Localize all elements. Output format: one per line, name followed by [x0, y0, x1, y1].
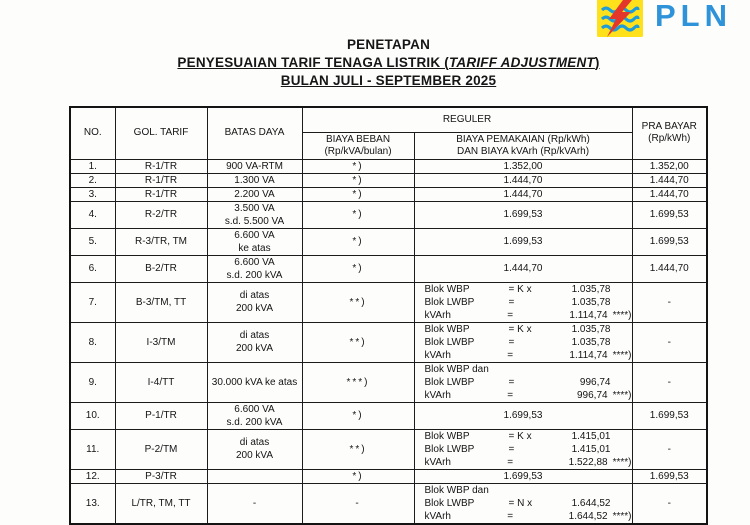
cell-gol-tarif: P-1/TR: [115, 402, 207, 429]
table-row: [70, 173, 707, 187]
cell-batas-daya: [207, 469, 302, 483]
title-line-3: BULAN JULI - SEPTEMBER 2025: [280, 73, 497, 88]
col-header-pra-bayar: PRA BAYAR (Rp/kWh): [632, 107, 707, 159]
cell-biaya-pemakaian: 1.699,53: [414, 402, 632, 429]
tariff-table-header: [70, 107, 707, 159]
cell-gol-tarif: B-2/TR: [115, 255, 207, 282]
cell-gol-tarif: R-2/TR: [115, 201, 207, 228]
cell-biaya-beban: *): [302, 402, 414, 429]
blok-tariff-line: Blok WBP dan: [424, 484, 489, 496]
cell-batas-daya: 3.500 VA s.d. 5.500 VA: [207, 201, 302, 228]
cell-no: 1.: [70, 159, 115, 173]
cell-no: 6.: [70, 255, 115, 282]
cell-pra-bayar: -: [632, 483, 707, 524]
cell-pra-bayar: 1.699,53: [632, 402, 707, 429]
table-row: [70, 282, 707, 322]
cell-gol-tarif: L/TR, TM, TT: [115, 483, 207, 524]
cell-pra-bayar: -: [632, 282, 707, 322]
table-row: [70, 255, 707, 282]
cell-gol-tarif: R-3/TR, TM: [115, 228, 207, 255]
cell-no: 7.: [70, 282, 115, 322]
col-header-biaya-pemakaian: BIAYA PEMAKAIAN (Rp/kWh) DAN BIAYA kVArh (Rp/kVArh): [414, 132, 632, 159]
cell-gol-tarif: I-3/TM: [115, 322, 207, 362]
cell-biaya-pemakaian: 1.699,53: [414, 228, 632, 255]
cell-pra-bayar: -: [632, 322, 707, 362]
cell-biaya-beban: *): [302, 173, 414, 187]
cell-biaya-pemakaian: [414, 362, 632, 402]
col-header-biaya-beban: BIAYA BEBAN (Rp/kVA/bulan): [302, 132, 414, 159]
cell-biaya-pemakaian: [414, 429, 632, 469]
table-row: [70, 159, 707, 173]
cell-no: 5.: [70, 228, 115, 255]
cell-biaya-beban: *): [302, 201, 414, 228]
cell-pra-bayar: 1.352,00: [632, 159, 707, 173]
cell-pra-bayar: -: [632, 429, 707, 469]
cell-pra-bayar: 1.699,53: [632, 228, 707, 255]
blok-tariff-line: Blok WBP = K x 1.035,78: [424, 323, 611, 335]
pln-lightning-waves-icon: [597, 0, 643, 37]
cell-batas-daya: di atas 200 kVA: [207, 282, 302, 322]
col-header-gol-tarif: GOL. TARIF: [115, 107, 207, 159]
cell-gol-tarif: R-1/TR: [115, 173, 207, 187]
blok-tariff-line: Blok LWBP = 1.415,01: [424, 443, 611, 455]
cell-batas-daya: di atas 200 kVA: [207, 429, 302, 469]
cell-no: 2.: [70, 173, 115, 187]
cell-batas-daya: di atas 200 kVA: [207, 322, 302, 362]
cell-gol-tarif: P-3/TR: [115, 469, 207, 483]
cell-biaya-beban: **): [302, 282, 414, 322]
table-row: [70, 402, 707, 429]
cell-batas-daya: 2.200 VA: [207, 187, 302, 201]
blok-tariff-line: Blok LWBP = 996,74: [424, 376, 611, 388]
table-row: [70, 483, 707, 524]
pln-logo-text: PLN: [655, 0, 732, 33]
cell-gol-tarif: P-2/TM: [115, 429, 207, 469]
blok-tariff-line: Blok LWBP = 1.035,78: [424, 336, 611, 348]
cell-biaya-beban: **): [302, 429, 414, 469]
cell-gol-tarif: B-3/TM, TT: [115, 282, 207, 322]
table-row: [70, 469, 707, 483]
cell-biaya-beban: *): [302, 159, 414, 173]
cell-no: 3.: [70, 187, 115, 201]
cell-no: 12.: [70, 469, 115, 483]
cell-batas-daya: 30.000 kVA ke atas: [207, 362, 302, 402]
table-row: [70, 228, 707, 255]
blok-tariff-line: kVArh = 1.114,74 ****): [424, 309, 632, 321]
col-header-batas-daya: BATAS DAYA: [207, 107, 302, 159]
blok-tariff-line: Blok LWBP = 1.035,78: [424, 296, 611, 308]
blok-tariff-line: Blok WBP dan: [424, 363, 489, 375]
table-row: [70, 362, 707, 402]
table-row: [70, 201, 707, 228]
cell-batas-daya: 6.600 VA s.d. 200 kVA: [207, 255, 302, 282]
cell-pra-bayar: 1.444,70: [632, 255, 707, 282]
cell-biaya-beban: *): [302, 187, 414, 201]
blok-tariff-line: kVArh = 1.114,74 ****): [424, 349, 632, 361]
cell-biaya-pemakaian: 1.352,00: [414, 159, 632, 173]
cell-no: 8.: [70, 322, 115, 362]
table-row: [70, 429, 707, 469]
blok-tariff-line: Blok WBP = K x 1.415,01: [424, 430, 611, 442]
cell-biaya-beban: ***): [302, 362, 414, 402]
pln-logo: [597, 0, 732, 37]
col-header-no: NO.: [70, 107, 115, 159]
cell-gol-tarif: I-4/TT: [115, 362, 207, 402]
cell-biaya-pemakaian: [414, 282, 632, 322]
cell-gol-tarif: R-1/TR: [115, 187, 207, 201]
cell-biaya-pemakaian: 1.699,53: [414, 469, 632, 483]
cell-biaya-pemakaian: 1.699,53: [414, 201, 632, 228]
cell-no: 9.: [70, 362, 115, 402]
cell-no: 11.: [70, 429, 115, 469]
cell-batas-daya: -: [207, 483, 302, 524]
cell-biaya-pemakaian: 1.444,70: [414, 187, 632, 201]
cell-biaya-pemakaian: [414, 322, 632, 362]
cell-pra-bayar: -: [632, 362, 707, 402]
cell-biaya-beban: -: [302, 483, 414, 524]
cell-biaya-beban: *): [302, 228, 414, 255]
document-title-block: [70, 36, 707, 90]
cell-no: 10.: [70, 402, 115, 429]
blok-tariff-line: kVArh = 1.644,52 ****): [424, 510, 632, 522]
cell-biaya-beban: **): [302, 322, 414, 362]
title-line-1: PENETAPAN: [346, 37, 431, 52]
table-row: [70, 187, 707, 201]
cell-pra-bayar: 1.444,70: [632, 187, 707, 201]
cell-no: 4.: [70, 201, 115, 228]
table-row: [70, 322, 707, 362]
cell-pra-bayar: 1.699,53: [632, 469, 707, 483]
blok-tariff-line: kVArh = 1.522,88 ****): [424, 456, 632, 468]
cell-biaya-beban: *): [302, 469, 414, 483]
tariff-table: [69, 106, 708, 525]
cell-biaya-pemakaian: 1.444,70: [414, 255, 632, 282]
cell-pra-bayar: 1.699,53: [632, 201, 707, 228]
cell-batas-daya: 6.600 VA s.d. 200 kVA: [207, 402, 302, 429]
blok-tariff-line: kVArh = 996,74 ****): [424, 389, 632, 401]
cell-batas-daya: 1.300 VA: [207, 173, 302, 187]
cell-pra-bayar: 1.444,70: [632, 173, 707, 187]
cell-no: 13.: [70, 483, 115, 524]
tariff-table-body: [70, 159, 707, 524]
cell-biaya-beban: *): [302, 255, 414, 282]
cell-batas-daya: 6.600 VA ke atas: [207, 228, 302, 255]
cell-gol-tarif: R-1/TR: [115, 159, 207, 173]
col-header-reguler: REGULER: [302, 107, 632, 132]
cell-biaya-pemakaian: 1.444,70: [414, 173, 632, 187]
cell-batas-daya: 900 VA-RTM: [207, 159, 302, 173]
blok-tariff-line: Blok WBP = K x 1.035,78: [424, 283, 611, 295]
cell-biaya-pemakaian: [414, 483, 632, 524]
blok-tariff-line: Blok LWBP = N x 1.644,52: [424, 497, 611, 509]
title-line-2: PENYESUAIAN TARIF TENAGA LISTRIK (TARIFF ADJUSTMENT): [177, 55, 600, 70]
